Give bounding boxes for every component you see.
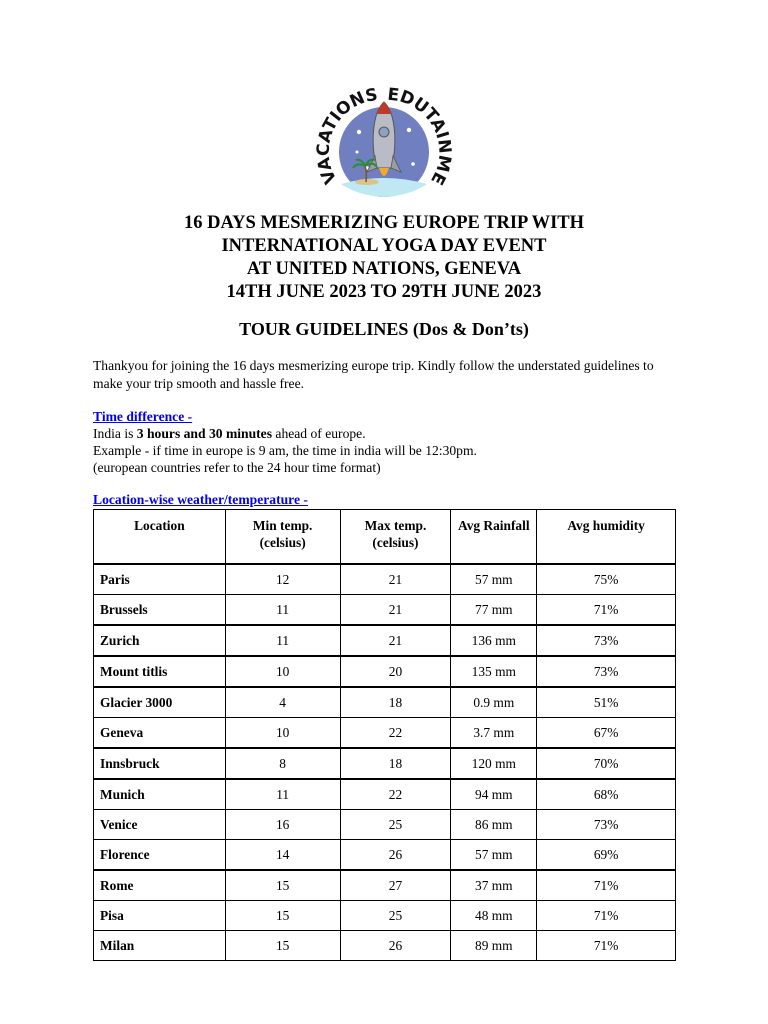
header-min-temp: Min temp. (celsius)	[225, 510, 340, 565]
time-difference-line-1	[93, 425, 693, 442]
table-row	[94, 931, 676, 961]
header-avg-humidity: Avg humidity	[537, 510, 676, 565]
svg-text:EDUTAINMENT: EDUTAINME	[386, 84, 455, 188]
cell-max-temp: 21	[340, 625, 451, 656]
cell-humidity: 73%	[537, 656, 676, 687]
title-line-3: AT UNITED NATIONS, GENEVA	[246, 259, 522, 279]
cell-location: Mount titlis	[94, 656, 226, 687]
cell-min-temp: 12	[225, 564, 340, 595]
cell-min-temp: 10	[225, 656, 340, 687]
cell-rainfall: 48 mm	[451, 901, 537, 931]
cell-max-temp: 26	[340, 931, 451, 961]
cell-min-temp: 10	[225, 718, 340, 749]
weather-temperature-link[interactable]: Location-wise weather/temperature -	[93, 492, 308, 507]
cell-min-temp: 11	[225, 595, 340, 626]
cell-humidity: 73%	[537, 625, 676, 656]
cell-max-temp: 22	[340, 779, 451, 810]
cell-humidity: 51%	[537, 687, 676, 718]
cell-location: Munich	[94, 779, 226, 810]
cell-rainfall: 136 mm	[451, 625, 537, 656]
cell-max-temp: 27	[340, 870, 451, 901]
cell-rainfall: 77 mm	[451, 595, 537, 626]
cell-location: Geneva	[94, 718, 226, 749]
cell-humidity: 73%	[537, 810, 676, 840]
cell-location: Zurich	[94, 625, 226, 656]
cell-location: Innsbruck	[94, 748, 226, 779]
time-difference-link[interactable]: Time difference -	[93, 409, 193, 424]
cell-rainfall: 94 mm	[451, 779, 537, 810]
table-row	[94, 656, 676, 687]
table-row	[94, 564, 676, 595]
table-header-row	[94, 510, 676, 565]
cell-min-temp: 14	[225, 840, 340, 871]
cell-location: Pisa	[94, 901, 226, 931]
cell-max-temp: 22	[340, 718, 451, 749]
cell-location: Venice	[94, 810, 226, 840]
cell-min-temp: 11	[225, 625, 340, 656]
cell-rainfall: 57 mm	[451, 564, 537, 595]
line1-prefix: India is	[93, 426, 137, 441]
cell-max-temp: 21	[340, 595, 451, 626]
cell-location: Milan	[94, 931, 226, 961]
cell-rainfall: 120 mm	[451, 748, 537, 779]
table-row	[94, 810, 676, 840]
cell-min-temp: 15	[225, 901, 340, 931]
cell-humidity: 71%	[537, 595, 676, 626]
table-row	[94, 595, 676, 626]
svg-text:VACATIONS: VACATIONS	[313, 84, 380, 187]
cell-min-temp: 4	[225, 687, 340, 718]
cell-humidity: 70%	[537, 748, 676, 779]
cell-min-temp: 15	[225, 931, 340, 961]
cell-rainfall: 89 mm	[451, 931, 537, 961]
cell-location: Florence	[94, 840, 226, 871]
cell-max-temp: 18	[340, 748, 451, 779]
cell-max-temp: 21	[340, 564, 451, 595]
table-row	[94, 625, 676, 656]
cell-rainfall: 0.9 mm	[451, 687, 537, 718]
cell-max-temp: 20	[340, 656, 451, 687]
table-row	[94, 779, 676, 810]
cell-rainfall: 135 mm	[451, 656, 537, 687]
line1-suffix: ahead of europe.	[272, 426, 366, 441]
header-avg-rainfall: Avg Rainfall	[451, 510, 537, 565]
cell-max-temp: 25	[340, 901, 451, 931]
cell-rainfall: 86 mm	[451, 810, 537, 840]
table-row	[94, 687, 676, 718]
title-line-2: INTERNATIONAL YOGA DAY EVENT	[221, 236, 547, 256]
cell-humidity: 71%	[537, 931, 676, 961]
tour-guidelines-heading: TOUR GUIDELINES (Dos & Don’ts)	[239, 319, 529, 339]
vacations-edutainment-logo	[299, 72, 469, 202]
time-difference-block	[93, 425, 693, 476]
trip-title	[0, 212, 768, 304]
header-location: Location	[94, 510, 226, 565]
cell-humidity: 75%	[537, 564, 676, 595]
cell-humidity: 67%	[537, 718, 676, 749]
cell-min-temp: 15	[225, 870, 340, 901]
cell-humidity: 71%	[537, 870, 676, 901]
table-row	[94, 901, 676, 931]
header-max-temp: Max temp. (celsius)	[340, 510, 451, 565]
cell-max-temp: 25	[340, 810, 451, 840]
table-row	[94, 870, 676, 901]
cell-humidity: 69%	[537, 840, 676, 871]
line1-bold: 3 hours and 30 minutes	[136, 426, 273, 441]
table-row	[94, 840, 676, 871]
weather-table	[93, 509, 676, 961]
time-format-note: (european countries refer to the 24 hour time format)	[93, 460, 381, 475]
cell-location: Paris	[94, 564, 226, 595]
title-line-4: 14TH JUNE 2023 TO 29TH JUNE 2023	[226, 282, 542, 302]
cell-rainfall: 37 mm	[451, 870, 537, 901]
cell-rainfall: 3.7 mm	[451, 718, 537, 749]
table-row	[94, 748, 676, 779]
cell-max-temp: 18	[340, 687, 451, 718]
cell-location: Rome	[94, 870, 226, 901]
cell-max-temp: 26	[340, 840, 451, 871]
cell-min-temp: 8	[225, 748, 340, 779]
cell-min-temp: 11	[225, 779, 340, 810]
cell-rainfall: 57 mm	[451, 840, 537, 871]
time-difference-example: Example - if time in europe is 9 am, the time in india will be 12:30pm.	[93, 443, 477, 458]
cell-location: Glacier 3000	[94, 687, 226, 718]
title-line-1: 16 DAYS MESMERIZING EUROPE TRIP WITH	[183, 213, 585, 233]
cell-humidity: 68%	[537, 779, 676, 810]
table-row	[94, 718, 676, 749]
cell-location: Brussels	[94, 595, 226, 626]
cell-humidity: 71%	[537, 901, 676, 931]
cell-min-temp: 16	[225, 810, 340, 840]
intro-paragraph: Thankyou for joining the 16 days mesmerizing europe trip. Kindly follow the understated guidelines to make your trip smooth and hassle free.	[93, 358, 654, 391]
